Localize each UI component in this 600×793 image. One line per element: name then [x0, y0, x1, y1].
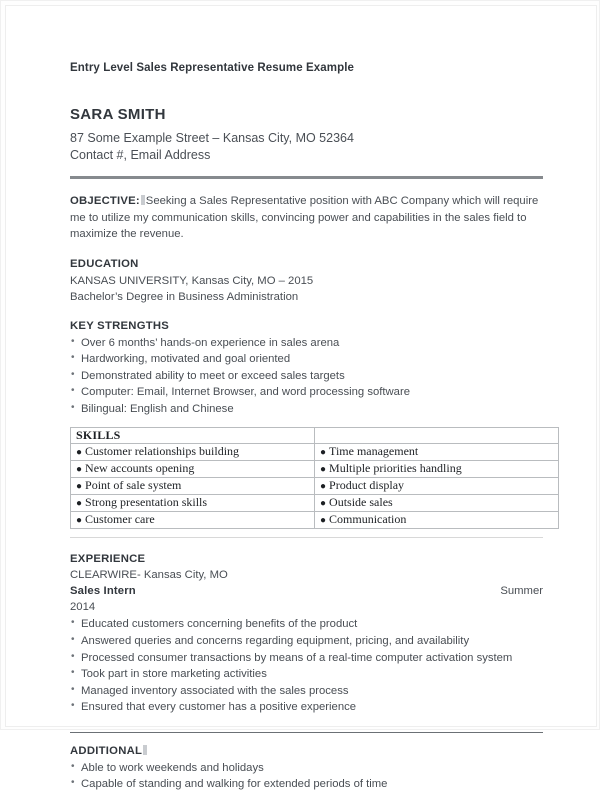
bullet-icon: ●: [76, 463, 83, 475]
additional-heading: [70, 744, 543, 759]
experience-heading: EXPERIENCE: [70, 552, 146, 565]
skills-divider: [70, 537, 543, 538]
objective-paragraph: [70, 193, 543, 243]
bullet-icon: ●: [76, 514, 83, 526]
skill-text: Outside sales: [329, 494, 393, 509]
skill-text: Customer relationships building: [85, 443, 240, 458]
list-item: • Computer: Email, Internet Browser, and word processing software: [70, 384, 543, 401]
table-row: [71, 460, 559, 477]
list-item: • Capable of standing and walking for extended periods of time: [70, 776, 543, 793]
key-strengths-list: [70, 335, 543, 418]
skills-table-heading-spacer: [315, 427, 559, 443]
skill-text: Point of sale system: [85, 477, 182, 492]
skill-text: Product display: [329, 477, 405, 492]
bullet-icon: ●: [320, 480, 327, 492]
additional-list: [70, 760, 543, 793]
objective-label: OBJECTIVE:: [70, 195, 140, 208]
table-row: [71, 511, 559, 528]
education-degree: Bachelor’s Degree in Business Administration: [70, 290, 299, 303]
additional-divider: [70, 732, 543, 733]
resume-content: [70, 62, 543, 793]
bullet-icon: ●: [320, 463, 327, 475]
header-divider: [70, 176, 543, 179]
bullet-icon: ●: [320, 497, 327, 509]
list-item: • Hardworking, motivated and goal oriented: [70, 351, 543, 368]
skill-cell-right: [315, 494, 559, 511]
list-item: • Over 6 months’ hands-on experience in sales arena: [70, 335, 543, 352]
experience-period-part1: Summer: [500, 585, 543, 598]
experience-company: CLEARWIRE- Kansas City, MO: [70, 569, 228, 582]
table-row: [71, 427, 559, 443]
skill-cell-left: [71, 494, 315, 511]
table-row: [71, 443, 559, 460]
experience-title-row: [70, 583, 543, 599]
additional-heading-text: ADDITIONAL: [70, 744, 143, 757]
education-heading: EDUCATION: [70, 258, 139, 271]
text-cursor-marker: [143, 745, 147, 755]
bullet-icon: ●: [320, 446, 327, 458]
list-item: • Answered queries and concerns regarding equipment, pricing, and availability: [70, 633, 543, 650]
skill-cell-left: [71, 477, 315, 494]
list-item: • Managed inventory associated with the sales process: [70, 683, 543, 700]
skill-cell-left: [71, 443, 315, 460]
list-item: • Educated customers concerning benefits of the product: [70, 616, 543, 633]
list-item: • Processed consumer transactions by means of a real-time computer activation system: [70, 650, 543, 667]
skill-cell-right: [315, 460, 559, 477]
list-item: • Demonstrated ability to meet or exceed sales targets: [70, 368, 543, 385]
skill-text: Communication: [329, 511, 407, 526]
skill-text: Multiple priorities handling: [329, 460, 462, 475]
education-school: KANSAS UNIVERSITY, Kansas City, MO – 2015: [70, 274, 314, 287]
candidate-name: SARA SMITH: [70, 105, 166, 123]
skills-table-heading: SKILLS: [71, 427, 315, 443]
skill-cell-right: [315, 443, 559, 460]
list-item: • Ensured that every customer has a positive experience: [70, 699, 543, 716]
experience-list: [70, 616, 543, 716]
skill-cell-right: [315, 477, 559, 494]
skill-cell-left: [71, 460, 315, 477]
list-item: • Bilingual: English and Chinese: [70, 401, 543, 418]
skill-text: Time management: [329, 443, 419, 458]
skill-text: New accounts opening: [85, 460, 195, 475]
list-item: • Able to work weekends and holidays: [70, 760, 543, 777]
list-item: • Took part in store marketing activities: [70, 666, 543, 683]
document-title: Entry Level Sales Representative Resume Example: [70, 62, 355, 74]
objective-text: Seeking a Sales Representative position with ABC Company which will require me to utilize my communication skills, convincing power and capabilities in the sales field to maximize the revenue.: [70, 195, 539, 241]
page-frame: [5, 5, 597, 791]
experience-period-part2: 2014: [70, 601, 96, 614]
skill-cell-right: [315, 511, 559, 528]
experience-job-title: Sales Intern: [70, 585, 136, 598]
key-strengths-heading: KEY STRENGTHS: [70, 319, 170, 332]
table-row: [71, 494, 559, 511]
skill-cell-left: [71, 511, 315, 528]
bullet-icon: ●: [76, 480, 83, 492]
text-cursor-marker: [141, 195, 145, 205]
skill-text: Strong presentation skills: [85, 494, 208, 509]
bullet-icon: ●: [320, 514, 327, 526]
bullet-icon: ●: [76, 446, 83, 458]
candidate-address: 87 Some Example Street – Kansas City, MO 52364: [70, 131, 354, 146]
table-row: [71, 477, 559, 494]
skills-table: [70, 427, 559, 529]
candidate-contact: Contact #, Email Address: [70, 147, 211, 162]
bullet-icon: ●: [76, 497, 83, 509]
skill-text: Customer care: [85, 511, 155, 526]
